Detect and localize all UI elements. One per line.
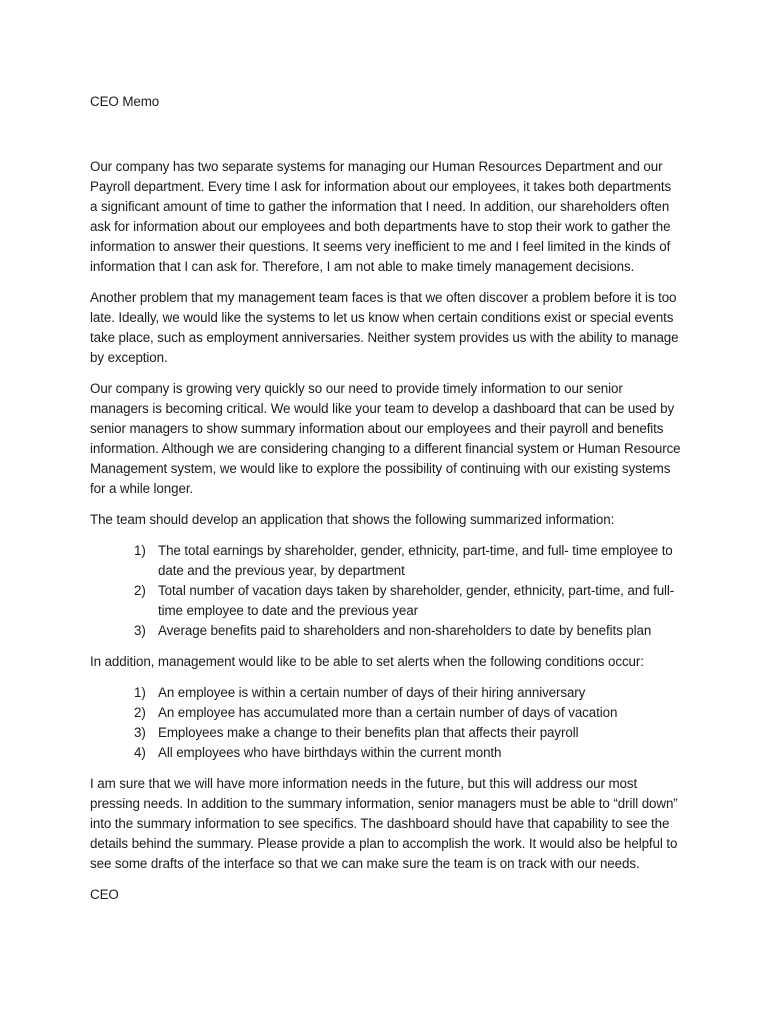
list-item-number: 4) [134, 745, 146, 760]
alerts-list [90, 683, 682, 763]
list-item-text: The total earnings by shareholder, gender, ethnicity, part-time, and full- time employee to date and the previous year, by department [158, 543, 673, 578]
list-item-text: An employee has accumulated more than a certain number of days of vacation [158, 705, 618, 720]
list-item-number: 1) [134, 685, 146, 700]
paragraph-systems: Our company has two separate systems for managing our Human Resources Department and our Payroll department. Every time I ask for information about our employees, it takes both departments a significant amount of time to gather the information that I need. In addition, our shareholders often ask for information about our employees and both departments have to stop their work to gather the information to answer their questions. It seems very inefficient to me and I feel limited in the kinds of information that I can ask for. Therefore, I am not able to make timely management decisions. [90, 159, 672, 274]
list-item-number: 3) [134, 623, 146, 638]
list-item-number: 2) [134, 583, 146, 598]
list-item [90, 723, 682, 743]
paragraph-alerts-intro: In addition, management would like to be able to set alerts when the following conditions occur: [90, 654, 644, 669]
paragraph-growth: Our company is growing very quickly so our need to provide timely information to our senior managers is becoming critical. We would like your team to develop a dashboard that can be used by senior managers to show summary information about our employees and their payroll and benefits information. Although we are considering changing to a different financial system or Human Resource Management system, we would like to explore the possibility of continuing with our existing systems for a while longer. [90, 381, 681, 496]
paragraph-closing: I am sure that we will have more information needs in the future, but this will address our most pressing needs. In addition to the summary information, senior managers must be able to “drill down” into the summary information to see specifics. The dashboard should have that capability to see the details behind the summary. Please provide a plan to accomplish the work. It would also be helpful to see some drafts of the interface so that we can make sure the team is on track with our needs. [90, 776, 678, 871]
list-item [90, 581, 682, 621]
list-item-number: 2) [134, 705, 146, 720]
list-item [90, 541, 682, 581]
list-item-text: Employees make a change to their benefits plan that affects their payroll [158, 725, 579, 740]
memo-signature: CEO [90, 887, 119, 902]
list-item [90, 683, 682, 703]
memo-title: CEO Memo [90, 94, 160, 109]
list-item-number: 1) [134, 543, 146, 558]
list-item-text: An employee is within a certain number of days of their hiring anniversary [158, 685, 586, 700]
list-item [90, 743, 682, 763]
list-item-text: All employees who have birthdays within the current month [158, 745, 502, 760]
memo-body [90, 92, 682, 905]
list-item-text: Average benefits paid to shareholders and non-shareholders to date by benefits plan [158, 623, 652, 638]
paragraph-application-intro: The team should develop an application that shows the following summarized information: [90, 512, 615, 527]
list-item-number: 3) [134, 725, 146, 740]
list-item [90, 703, 682, 723]
list-item-text: Total number of vacation days taken by shareholder, gender, ethnicity, part-time, and full-time employee to date and the previous year [158, 583, 675, 618]
paragraph-problem: Another problem that my management team faces is that we often discover a problem before it is too late. Ideally, we would like the systems to let us know when certain conditions exist or special events take place, such as employment anniversaries. Neither system provides us with the ability to manage by exception. [90, 290, 679, 365]
list-item [90, 621, 682, 641]
summary-info-list [90, 541, 682, 641]
